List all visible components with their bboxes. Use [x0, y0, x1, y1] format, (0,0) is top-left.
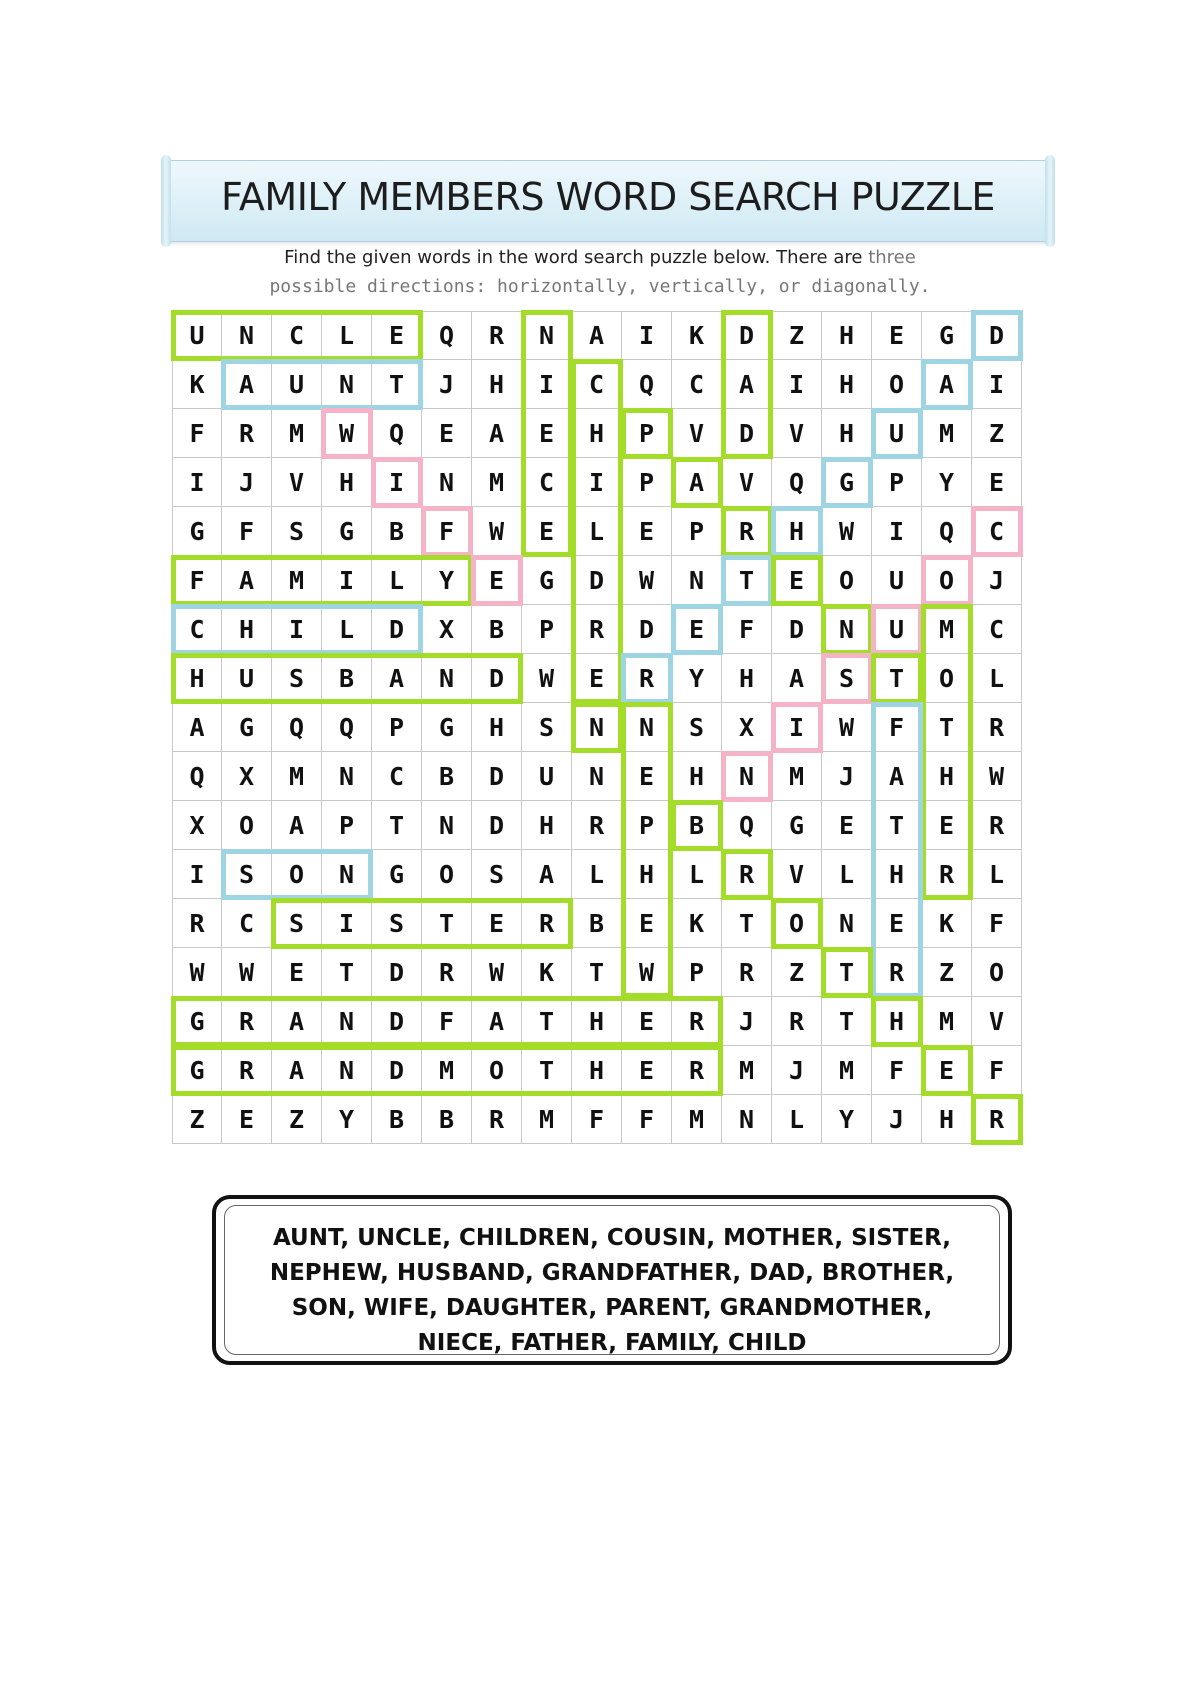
grid-cell: I [322, 899, 372, 948]
grid-cell: A [222, 556, 272, 605]
grid-cell: D [622, 605, 672, 654]
word-list-line: NIECE, FATHER, FAMILY, CHILD [417, 1330, 807, 1356]
grid-cell: F [872, 703, 922, 752]
grid-cell: R [572, 801, 622, 850]
grid-cell: K [672, 899, 722, 948]
grid-cell: S [222, 850, 272, 899]
grid-cell: N [572, 703, 622, 752]
grid-cell: H [772, 507, 822, 556]
grid-cell: T [372, 360, 422, 409]
grid-cell: Q [272, 703, 322, 752]
grid-cell: R [672, 997, 722, 1046]
grid-cell: G [322, 507, 372, 556]
grid-cell: I [872, 507, 922, 556]
word-list-line: NEPHEW, HUSBAND, GRANDFATHER, DAD, BROTHER, [269, 1260, 955, 1286]
grid-cell: W [972, 752, 1022, 801]
grid-cell: L [572, 507, 622, 556]
grid-cell: E [922, 801, 972, 850]
grid-cell: S [522, 703, 572, 752]
grid-cell: X [172, 801, 222, 850]
grid-cell: D [572, 556, 622, 605]
grid-cell: Q [922, 507, 972, 556]
grid-cell: P [622, 409, 672, 458]
grid-cell: H [472, 360, 522, 409]
grid-cell: U [222, 654, 272, 703]
grid-cell: I [172, 458, 222, 507]
grid-cell: E [622, 899, 672, 948]
grid-cell: T [822, 997, 872, 1046]
grid-cell: T [572, 948, 622, 997]
grid-cell: A [522, 850, 572, 899]
grid-cell: M [672, 1095, 722, 1144]
grid-cell: I [772, 703, 822, 752]
grid-cell: G [922, 311, 972, 360]
grid-cell: N [222, 311, 272, 360]
grid-cell: E [972, 458, 1022, 507]
grid-cell: B [472, 605, 522, 654]
grid-cell: K [522, 948, 572, 997]
grid-cell: Z [772, 948, 822, 997]
grid-cell: E [222, 1095, 272, 1144]
grid-cell: N [422, 801, 472, 850]
grid-cell: Q [372, 409, 422, 458]
grid-cell: H [672, 752, 722, 801]
grid-cell: D [372, 948, 422, 997]
grid-cell: W [472, 507, 522, 556]
grid-cell: J [222, 458, 272, 507]
grid-cell: H [572, 409, 622, 458]
grid-cell: F [172, 409, 222, 458]
grid-cell: S [272, 507, 322, 556]
grid-cell: B [372, 1095, 422, 1144]
grid-cell: M [922, 409, 972, 458]
grid-cell: C [222, 899, 272, 948]
grid-cell: C [522, 458, 572, 507]
grid-cell: E [372, 311, 422, 360]
grid-cell: C [272, 311, 322, 360]
grid-cell: M [922, 605, 972, 654]
grid-cell: P [622, 458, 672, 507]
word-list [226, 1221, 998, 1361]
grid-cell: L [672, 850, 722, 899]
grid-cell: H [922, 1095, 972, 1144]
grid-cell: S [372, 899, 422, 948]
grid-cell: W [522, 654, 572, 703]
grid-cell: H [922, 752, 972, 801]
grid-cell: R [722, 507, 772, 556]
grid-cell: G [172, 1046, 222, 1095]
grid-cell: G [422, 703, 472, 752]
grid-cell: A [672, 458, 722, 507]
grid-cell: Q [322, 703, 372, 752]
grid-cell: H [572, 997, 622, 1046]
grid-cell: A [472, 997, 522, 1046]
grid-cell: A [922, 360, 972, 409]
grid-cell: R [172, 899, 222, 948]
grid-cell: Q [622, 360, 672, 409]
grid-cell: O [922, 654, 972, 703]
grid-cell: N [322, 850, 372, 899]
grid-cell: R [922, 850, 972, 899]
grid-cell: V [772, 409, 822, 458]
word-list-line: AUNT, UNCLE, CHILDREN, COUSIN, MOTHER, SISTER, [272, 1225, 952, 1251]
grid-cell: M [422, 1046, 472, 1095]
grid-cell: I [772, 360, 822, 409]
grid-cell: A [172, 703, 222, 752]
grid-cell: Z [972, 409, 1022, 458]
grid-cell: L [972, 654, 1022, 703]
grid-cell: R [222, 409, 272, 458]
grid-cell: I [622, 311, 672, 360]
grid-cell: D [722, 409, 772, 458]
grid-cell: R [222, 997, 272, 1046]
grid-cell: K [172, 360, 222, 409]
grid-cell: O [222, 801, 272, 850]
grid-cell: W [622, 556, 672, 605]
page-title: FAMILY MEMBERS WORD SEARCH PUZZLE [221, 175, 995, 219]
grid-cell: J [972, 556, 1022, 605]
grid-cell: E [472, 556, 522, 605]
grid-cell: N [572, 752, 622, 801]
grid-cell: N [722, 752, 772, 801]
grid-cell: E [622, 752, 672, 801]
grid-cell: M [772, 752, 822, 801]
grid-cell: P [872, 458, 922, 507]
grid-cell: T [422, 899, 472, 948]
word-list-line: SON, WIFE, DAUGHTER, PARENT, GRANDMOTHER, [291, 1295, 933, 1321]
grid-cell: A [472, 409, 522, 458]
grid-cell: M [522, 1095, 572, 1144]
grid-cell: A [572, 311, 622, 360]
grid-cell: C [972, 605, 1022, 654]
grid-cell: I [322, 556, 372, 605]
grid-cell: F [972, 1046, 1022, 1095]
grid-cell: N [622, 703, 672, 752]
grid-cell: D [472, 654, 522, 703]
grid-cell: E [672, 605, 722, 654]
grid-cell: P [672, 948, 722, 997]
grid-cell: L [572, 850, 622, 899]
grid-cell: L [972, 850, 1022, 899]
grid-cell: C [172, 605, 222, 654]
grid-cell: C [372, 752, 422, 801]
grid-cell: W [472, 948, 522, 997]
grid-cell: Q [172, 752, 222, 801]
grid-cell: V [722, 458, 772, 507]
grid-cell: S [472, 850, 522, 899]
grid-cell: B [422, 752, 472, 801]
grid-cell: N [322, 997, 372, 1046]
grid-cell: C [572, 360, 622, 409]
grid-cell: Q [422, 311, 472, 360]
grid-cell: Z [172, 1095, 222, 1144]
grid-cell: N [322, 1046, 372, 1095]
grid-cell: E [522, 507, 572, 556]
grid-cell: H [822, 360, 872, 409]
grid-cell: R [872, 948, 922, 997]
grid-cell: Q [772, 458, 822, 507]
grid-cell: H [822, 409, 872, 458]
grid-cell: T [522, 1046, 572, 1095]
grid-cell: A [772, 654, 822, 703]
grid-cell: G [172, 507, 222, 556]
grid-cell: V [272, 458, 322, 507]
grid-cell: S [822, 654, 872, 703]
grid-cell: M [822, 1046, 872, 1095]
grid-cell: E [272, 948, 322, 997]
grid-cell: K [672, 311, 722, 360]
grid-cell: I [972, 360, 1022, 409]
grid-cell: R [972, 1095, 1022, 1144]
grid-cell: D [372, 997, 422, 1046]
grid-cell: G [172, 997, 222, 1046]
grid-cell: R [572, 605, 622, 654]
grid-cell: I [522, 360, 572, 409]
grid-cell: M [272, 752, 322, 801]
grid-cell: H [172, 654, 222, 703]
grid-cell: N [422, 458, 472, 507]
grid-cell: B [672, 801, 722, 850]
grid-cell: E [622, 1046, 672, 1095]
grid-cell: R [222, 1046, 272, 1095]
grid-cell: O [272, 850, 322, 899]
grid-cell: G [772, 801, 822, 850]
grid-cell: P [622, 801, 672, 850]
grid-cell: H [522, 801, 572, 850]
grid-cell: E [772, 556, 822, 605]
grid-cell: G [822, 458, 872, 507]
grid-cell: D [472, 752, 522, 801]
instructions-tail: three [868, 247, 916, 268]
grid-cell: C [672, 360, 722, 409]
grid-cell: C [972, 507, 1022, 556]
grid-cell: J [722, 997, 772, 1046]
grid-cell: E [872, 311, 922, 360]
grid-cell: W [822, 507, 872, 556]
grid-cell: H [622, 850, 672, 899]
grid-cell: Z [922, 948, 972, 997]
grid-cell: W [322, 409, 372, 458]
grid-cell: A [222, 360, 272, 409]
grid-cell: T [722, 556, 772, 605]
grid-cell: R [422, 948, 472, 997]
grid-cell: U [872, 605, 922, 654]
grid-cell: E [472, 899, 522, 948]
grid-cell: I [372, 458, 422, 507]
grid-cell: O [972, 948, 1022, 997]
grid-cell: S [672, 703, 722, 752]
grid-cell: B [322, 654, 372, 703]
grid-cell: D [722, 311, 772, 360]
grid-cell: W [622, 948, 672, 997]
grid-cell: I [172, 850, 222, 899]
grid-cell: Z [772, 311, 822, 360]
grid-cell: D [372, 1046, 422, 1095]
grid-cell: N [672, 556, 722, 605]
grid-cell: K [922, 899, 972, 948]
grid-cell: Y [672, 654, 722, 703]
grid-cell: U [272, 360, 322, 409]
grid-cell: H [572, 1046, 622, 1095]
grid-cell: H [872, 997, 922, 1046]
grid-cell: F [222, 507, 272, 556]
grid-cell: R [972, 703, 1022, 752]
grid-cell: P [372, 703, 422, 752]
grid-cell: D [772, 605, 822, 654]
grid-cell: N [822, 605, 872, 654]
instructions-line-2: possible directions: horizontally, vertically, or diagonally. [269, 276, 931, 297]
grid-cell: O [472, 1046, 522, 1095]
grid-cell: V [672, 409, 722, 458]
grid-cell: L [322, 605, 372, 654]
grid-cell: N [722, 1095, 772, 1144]
grid-cell: O [422, 850, 472, 899]
grid-cell: U [522, 752, 572, 801]
grid-cell: Y [422, 556, 472, 605]
grid-cell: F [622, 1095, 672, 1144]
grid-cell: L [822, 850, 872, 899]
grid-cell: G [372, 850, 422, 899]
grid-cell: R [722, 948, 772, 997]
grid-cell: T [722, 899, 772, 948]
word-list-box [212, 1195, 1012, 1365]
grid-cell: N [522, 311, 572, 360]
grid-cell: E [622, 507, 672, 556]
instructions-text: Find the given words in the word search puzzle below. There are [284, 247, 863, 268]
grid-cell: V [772, 850, 822, 899]
grid-cell: W [822, 703, 872, 752]
grid-cell: W [222, 948, 272, 997]
grid-cell: Y [322, 1095, 372, 1144]
grid-cell: M [272, 409, 322, 458]
grid-cell: E [822, 801, 872, 850]
grid-cell: R [672, 1046, 722, 1095]
grid-cell: B [572, 899, 622, 948]
grid-cell: L [322, 311, 372, 360]
grid-cell: J [422, 360, 472, 409]
grid-cell: T [322, 948, 372, 997]
grid-cell: A [272, 801, 322, 850]
grid-cell: T [522, 997, 572, 1046]
grid-cell: V [972, 997, 1022, 1046]
grid-cell: R [772, 997, 822, 1046]
grid-cell: H [722, 654, 772, 703]
grid-cell: R [972, 801, 1022, 850]
grid-cell: S [272, 899, 322, 948]
grid-cell: S [272, 654, 322, 703]
grid-cell: I [272, 605, 322, 654]
grid-cell: P [322, 801, 372, 850]
grid-cell: O [772, 899, 822, 948]
grid-cell: M [272, 556, 322, 605]
grid-cell: B [422, 1095, 472, 1144]
grid-cell: R [472, 311, 522, 360]
grid-cell: L [372, 556, 422, 605]
grid-cell: L [772, 1095, 822, 1144]
grid-cell: H [472, 703, 522, 752]
grid-cell: H [322, 458, 372, 507]
grid-cell: A [272, 997, 322, 1046]
grid-cell: O [872, 360, 922, 409]
grid-cell: I [572, 458, 622, 507]
grid-cell: M [922, 997, 972, 1046]
grid-cell: Q [722, 801, 772, 850]
grid-cell: R [472, 1095, 522, 1144]
grid-cell: J [772, 1046, 822, 1095]
grid-cell: X [722, 703, 772, 752]
grid-cell: E [922, 1046, 972, 1095]
grid-cell: E [522, 409, 572, 458]
grid-cell: R [722, 850, 772, 899]
grid-cell: D [372, 605, 422, 654]
grid-cell: F [422, 507, 472, 556]
grid-cell: F [172, 556, 222, 605]
grid-cell: F [422, 997, 472, 1046]
grid-cell: T [372, 801, 422, 850]
grid-cell: N [322, 752, 372, 801]
grid-cell: F [972, 899, 1022, 948]
grid-cell: F [722, 605, 772, 654]
grid-cell: P [522, 605, 572, 654]
grid-cell: T [872, 654, 922, 703]
grid-cell: A [872, 752, 922, 801]
grid-cell: F [572, 1095, 622, 1144]
grid-cell: H [872, 850, 922, 899]
grid-cell: O [822, 556, 872, 605]
grid-cell: D [472, 801, 522, 850]
grid-cell: T [922, 703, 972, 752]
grid-cell: H [222, 605, 272, 654]
grid-cell: J [822, 752, 872, 801]
grid-cell: W [172, 948, 222, 997]
grid-cell: G [222, 703, 272, 752]
grid-cell: R [522, 899, 572, 948]
grid-cell: E [422, 409, 472, 458]
grid-cell: N [322, 360, 372, 409]
grid-cell: U [872, 556, 922, 605]
grid-cell: X [222, 752, 272, 801]
grid-cell: Z [272, 1095, 322, 1144]
grid-cell: H [822, 311, 872, 360]
grid-cell: U [172, 311, 222, 360]
grid-cell: J [872, 1095, 922, 1144]
grid-cell: T [872, 801, 922, 850]
grid-cell: U [872, 409, 922, 458]
grid-cell: M [722, 1046, 772, 1095]
grid-cell: M [472, 458, 522, 507]
grid-cell: T [822, 948, 872, 997]
grid-cell: G [522, 556, 572, 605]
grid-cell: A [272, 1046, 322, 1095]
grid-cell: P [672, 507, 722, 556]
grid-cell: N [822, 899, 872, 948]
grid-cell: E [572, 654, 622, 703]
grid-cell: Y [922, 458, 972, 507]
grid-cell: O [922, 556, 972, 605]
grid-cell: A [722, 360, 772, 409]
grid-cell: X [422, 605, 472, 654]
grid-cell: E [622, 997, 672, 1046]
grid-cell: D [972, 311, 1022, 360]
grid-cell: B [372, 507, 422, 556]
grid-cell: A [372, 654, 422, 703]
grid-cell: R [622, 654, 672, 703]
grid-cell: F [872, 1046, 922, 1095]
grid-cell: N [422, 654, 472, 703]
grid-cell: Y [822, 1095, 872, 1144]
grid-cell: E [872, 899, 922, 948]
